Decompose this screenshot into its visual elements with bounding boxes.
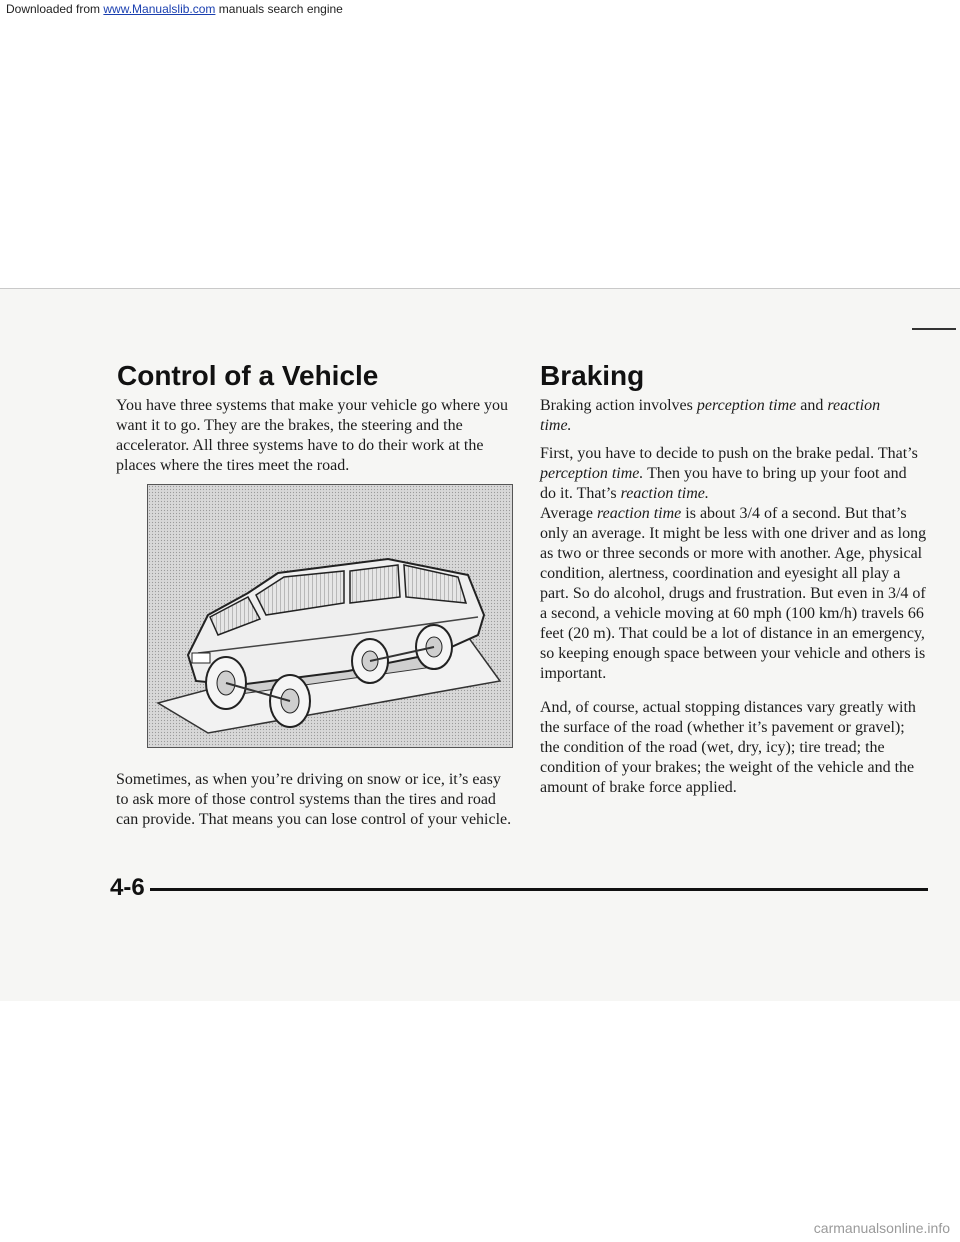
braking-intro-paragraph: [540, 396, 900, 436]
braking-intro-and: and: [796, 397, 828, 414]
perception-paragraph: [540, 444, 920, 504]
footer-rule: [150, 888, 928, 891]
perception-time-term: perception time: [696, 397, 797, 414]
braking-heading: Braking: [540, 360, 645, 391]
vehicle-illustration: [147, 484, 513, 748]
suv-on-road-plane-illustration: [148, 485, 512, 747]
reaction-time-paragraph: [540, 504, 930, 684]
corner-rule: [912, 328, 956, 330]
reaction-text-a: Average: [540, 505, 597, 522]
perception-text-a: First, you have to decide to push on the brake pedal. That’s: [540, 445, 918, 462]
control-loss-paragraph: Sometimes, as when you’re driving on snow or ice, it’s easy to ask more of those control systems than the tires and road can provide. That means you can lose control of your vehicle.: [116, 771, 512, 828]
reaction-time-term: reaction time.: [620, 485, 709, 502]
banner-prefix: Downloaded from: [6, 2, 104, 16]
perception-time-term: perception time.: [540, 465, 644, 482]
reaction-time-term: reaction time.: [540, 397, 881, 434]
reaction-text-c: is about 3/4 of a second. But that’s only an average. It might be less with one driver and as long as two or three seconds or more with another. Age, physical condition, alertness, coordination and eyesight all play a part. So do alcohol, drugs and frustration. But even in 3/4 of a second, a vehicle moving at 60 mph (100 km/h) travels 66 feet (20 m). That could be a lot of distance in an emergency, so keeping enough space between your vehicle and others is important.: [540, 505, 927, 682]
control-intro-paragraph: You have three systems that make your vehicle go where you want it to go. They are the brakes, the steering and the accelerator. All three systems have to do their work at the places where the tires meet the road.: [116, 397, 509, 474]
braking-intro-text: Braking action involves: [540, 397, 697, 414]
watermark: carmanualsonline.info: [813, 1220, 950, 1236]
banner-suffix: manuals search engine: [215, 2, 343, 16]
perception-text-c: Then you have to bring up your foot and do it. That’s: [540, 465, 907, 502]
page-number: 4-6: [110, 874, 145, 901]
control-of-vehicle-heading: Control of a Vehicle: [117, 360, 379, 391]
reaction-time-term: reaction time: [597, 505, 682, 522]
download-banner: [6, 2, 343, 16]
manualslib-link[interactable]: www.Manualslib.com: [103, 2, 216, 16]
stopping-distance-paragraph: And, of course, actual stopping distances vary greatly with the surface of the road (whether it’s pavement or gravel); the condition of the road (wet, dry, icy); tire tread; the condition of your brakes; the weight of the vehicle and the amount of brake force applied.: [540, 699, 916, 796]
